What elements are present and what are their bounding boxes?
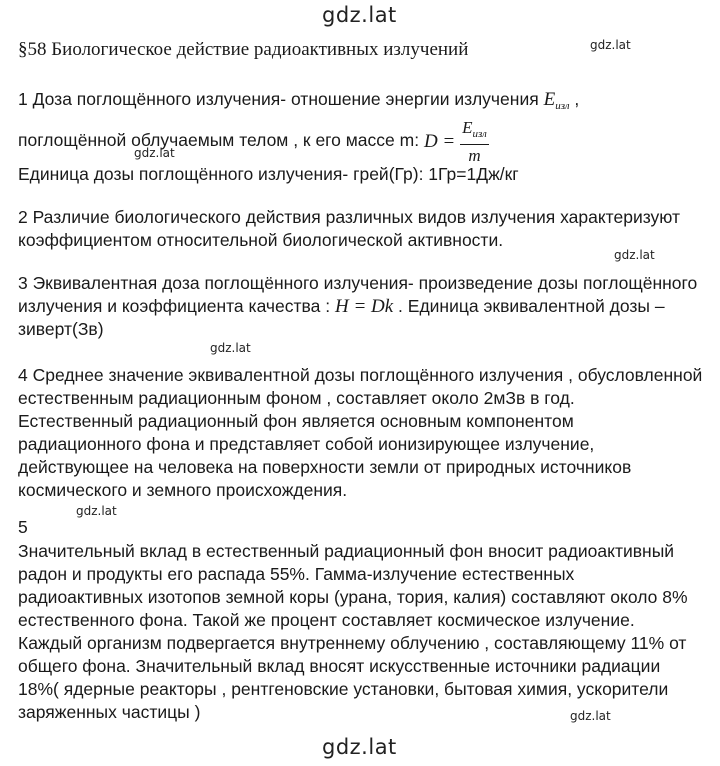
section-title: §58 Биологическое действие радиоактивных излучений	[18, 39, 469, 60]
p4-line-5: действующее на человека на поверхности земли от природных источников	[18, 457, 632, 477]
watermark-bottom: gdz.lat	[322, 735, 397, 759]
p3-line-3: зиверт(Зв)	[18, 319, 104, 339]
p5-line-2: радон и продукты его распада 55%. Гамма-излучение естественных	[18, 564, 575, 584]
p1-line-1-end: ,	[574, 89, 580, 109]
p5-line-6: общего фона. Значительный вклад вносят искусственные источники радиации	[18, 656, 661, 676]
p4-line-6: космического и земного происхождения.	[18, 480, 348, 500]
formula-e-symbol: E	[543, 89, 556, 110]
p4-line-2: естественным радиационным фоном , составляет около 2мЗв в год.	[18, 388, 575, 408]
p1-line-2	[18, 118, 489, 165]
p2-line-2: коэффициентом относительной биологической активности.	[18, 230, 504, 250]
watermark: gdz.lat	[134, 146, 175, 160]
fraction-numerator	[460, 118, 489, 145]
fraction-numerator-subscript: изл	[472, 128, 487, 140]
watermark: gdz.lat	[76, 504, 117, 518]
p5-line-4: естественного фона. Такой же процент составляет космическое излучение.	[18, 610, 635, 630]
formula-e	[544, 89, 570, 110]
p5-line-1: Значительный вклад в естественный радиационный фон вносит радиоактивный	[18, 541, 675, 561]
watermark-top: gdz.lat	[322, 3, 397, 27]
p5-line-5: Каждый организм подвергается внутреннему облучению , составляющему 11% от	[18, 633, 687, 653]
p3-line-2-pre: излучения и коэффициента качества :	[18, 296, 331, 316]
watermark: gdz.lat	[570, 709, 611, 723]
p3-line-1: 3 Эквивалентная доза поглощённого излучения- произведение дозы поглощённого	[18, 273, 698, 293]
formula-d-eq: D =	[423, 131, 456, 152]
formula-e-subscript: изл	[555, 100, 570, 112]
p2-line-1: 2 Различие биологического действия различных видов излучения характеризуют	[18, 207, 681, 227]
watermark: gdz.lat	[590, 38, 631, 52]
p5-line-8: заряженных частицы )	[18, 702, 201, 722]
watermark: gdz.lat	[614, 248, 655, 262]
p3-line-2-post: . Единица эквивалентной дозы –	[398, 296, 665, 316]
p5-line-7: 18%( ядерные реакторы , рентгеновские установки, бытовая химия, ускорители	[18, 679, 669, 699]
p1-line-1	[18, 88, 579, 118]
p5-line-3: радиоактивных изотопов земной коры (урана, тория, калия) составляют около 8%	[18, 587, 688, 607]
p1-line-2-text: поглощённой облучаемым телом , к его массе m:	[18, 130, 420, 151]
watermark: gdz.lat	[210, 341, 251, 355]
p1-line-1-text: 1 Доза поглощённого излучения- отношение энергии излучения	[18, 89, 539, 109]
p4-line-3: Естественный радиационный фон является основным компонентом	[18, 411, 574, 431]
fraction-denominator: m	[468, 146, 481, 165]
p1-line-3: Единица дозы поглощённого излучения- грей(Гр): 1Гр=1Дж/кг	[18, 164, 519, 184]
p3-line-2	[18, 295, 665, 318]
p4-line-1: 4 Среднее значение эквивалентной дозы поглощённого излучения , обусловленной	[18, 365, 703, 385]
formula-h: H = Dk	[334, 296, 394, 317]
fraction-numerator-symbol: E	[462, 118, 473, 137]
formula-fraction	[460, 118, 489, 165]
p5-number: 5	[18, 517, 28, 537]
p4-line-4: радиационного фона и представляет собой ионизирующее излучение,	[18, 434, 595, 454]
